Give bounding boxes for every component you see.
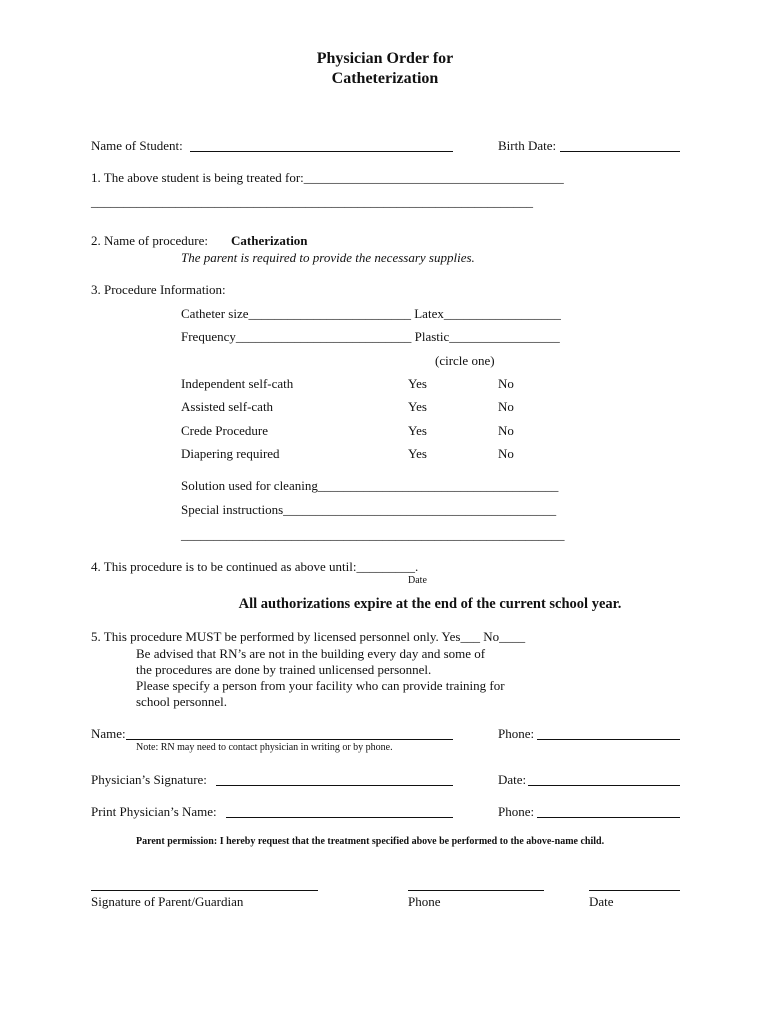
catheter-size-latex-field[interactable]: Catheter size_________________________ Latex__________________ bbox=[181, 306, 561, 321]
q5-line4: Please specify a person from your facility who can provide training for bbox=[136, 678, 505, 693]
no-option-independent[interactable]: No bbox=[498, 376, 514, 391]
row-label-independent: Independent self-cath bbox=[181, 376, 294, 391]
trainer-phone-label: Phone: bbox=[498, 726, 535, 741]
q5-line3: the procedures are done by trained unlicensed personnel. bbox=[136, 662, 432, 677]
student-name-label: Name of Student: bbox=[91, 138, 183, 153]
birth-date-label: Birth Date: bbox=[498, 138, 557, 153]
parent-date-caption: Date bbox=[589, 894, 614, 909]
parent-signature-caption: Signature of Parent/Guardian bbox=[91, 894, 244, 909]
q1-treated-for[interactable]: 1. The above student is being treated for:________________________________________ bbox=[91, 170, 564, 185]
q2-supplies-note: The parent is required to provide the necessary supplies. bbox=[181, 250, 475, 265]
physician-phone-field[interactable] bbox=[537, 817, 680, 818]
trainer-phone-field[interactable] bbox=[537, 739, 680, 740]
row-label-diapering: Diapering required bbox=[181, 446, 280, 461]
birth-date-field[interactable] bbox=[560, 151, 680, 152]
physician-date-label: Date: bbox=[498, 772, 527, 787]
solution-cleaning-field[interactable]: Solution used for cleaning_____________________________________ bbox=[181, 478, 559, 493]
parent-permission-statement: Parent permission: I hereby request that the treatment specified above be performed to the above-name child. bbox=[136, 836, 605, 847]
student-name-field[interactable] bbox=[190, 151, 453, 152]
row-label-crede: Crede Procedure bbox=[181, 423, 268, 438]
yes-option-diapering[interactable]: Yes bbox=[408, 446, 427, 461]
q5-line2: Be advised that RN’s are not in the building every day and some of bbox=[136, 646, 486, 661]
physician-date-field[interactable] bbox=[528, 785, 680, 786]
q4-date-caption: Date bbox=[408, 575, 427, 586]
parent-phone-caption: Phone bbox=[408, 894, 441, 909]
no-option-assisted[interactable]: No bbox=[498, 399, 514, 414]
q2-procedure-label: 2. Name of procedure: bbox=[91, 233, 208, 248]
yes-option-independent[interactable]: Yes bbox=[408, 376, 427, 391]
parent-date-field[interactable] bbox=[589, 890, 680, 891]
physician-signature-label: Physician’s Signature: bbox=[91, 772, 207, 787]
form-title: Physician Order for bbox=[316, 50, 454, 67]
no-option-diapering[interactable]: No bbox=[498, 446, 514, 461]
print-physician-name-label: Print Physician’s Name: bbox=[91, 804, 217, 819]
q5-licensed-personnel[interactable]: 5. This procedure MUST be performed by licensed personnel only. Yes___ No____ bbox=[91, 629, 526, 644]
special-instructions-field[interactable]: Special instructions__________________________________________ bbox=[181, 502, 557, 517]
circle-one-note: (circle one) bbox=[435, 353, 495, 368]
form-subtitle: Catheterization bbox=[331, 70, 439, 87]
row-label-assisted: Assisted self-cath bbox=[181, 399, 274, 414]
parent-phone-field[interactable] bbox=[408, 890, 544, 891]
q5-line5: school personnel. bbox=[136, 694, 227, 709]
parent-signature-field[interactable] bbox=[91, 890, 318, 891]
frequency-plastic-field[interactable]: Frequency___________________________ Plastic_________________ bbox=[181, 329, 560, 344]
no-option-crede[interactable]: No bbox=[498, 423, 514, 438]
physician-signature-field[interactable] bbox=[216, 785, 453, 786]
special-instructions-continuation[interactable]: ___________________________________________________________ bbox=[181, 527, 565, 542]
q1-continuation-line[interactable]: ____________________________________________________________________ bbox=[91, 194, 533, 209]
print-physician-name-field[interactable] bbox=[226, 817, 453, 818]
q3-procedure-info-label: 3. Procedure Information: bbox=[91, 282, 226, 297]
q4-continue-until[interactable]: 4. This procedure is to be continued as above until:_________. bbox=[91, 559, 419, 574]
rn-contact-note: Note: RN may need to contact physician in writing or by phone. bbox=[136, 742, 393, 753]
physician-phone-label: Phone: bbox=[498, 804, 535, 819]
yes-option-assisted[interactable]: Yes bbox=[408, 399, 427, 414]
trainer-name-field[interactable] bbox=[126, 739, 453, 740]
authorization-notice: All authorizations expire at the end of the current school year. bbox=[238, 596, 622, 612]
yes-option-crede[interactable]: Yes bbox=[408, 423, 427, 438]
trainer-name-label: Name: bbox=[91, 726, 126, 741]
q2-procedure-value: Catherization bbox=[231, 233, 308, 248]
